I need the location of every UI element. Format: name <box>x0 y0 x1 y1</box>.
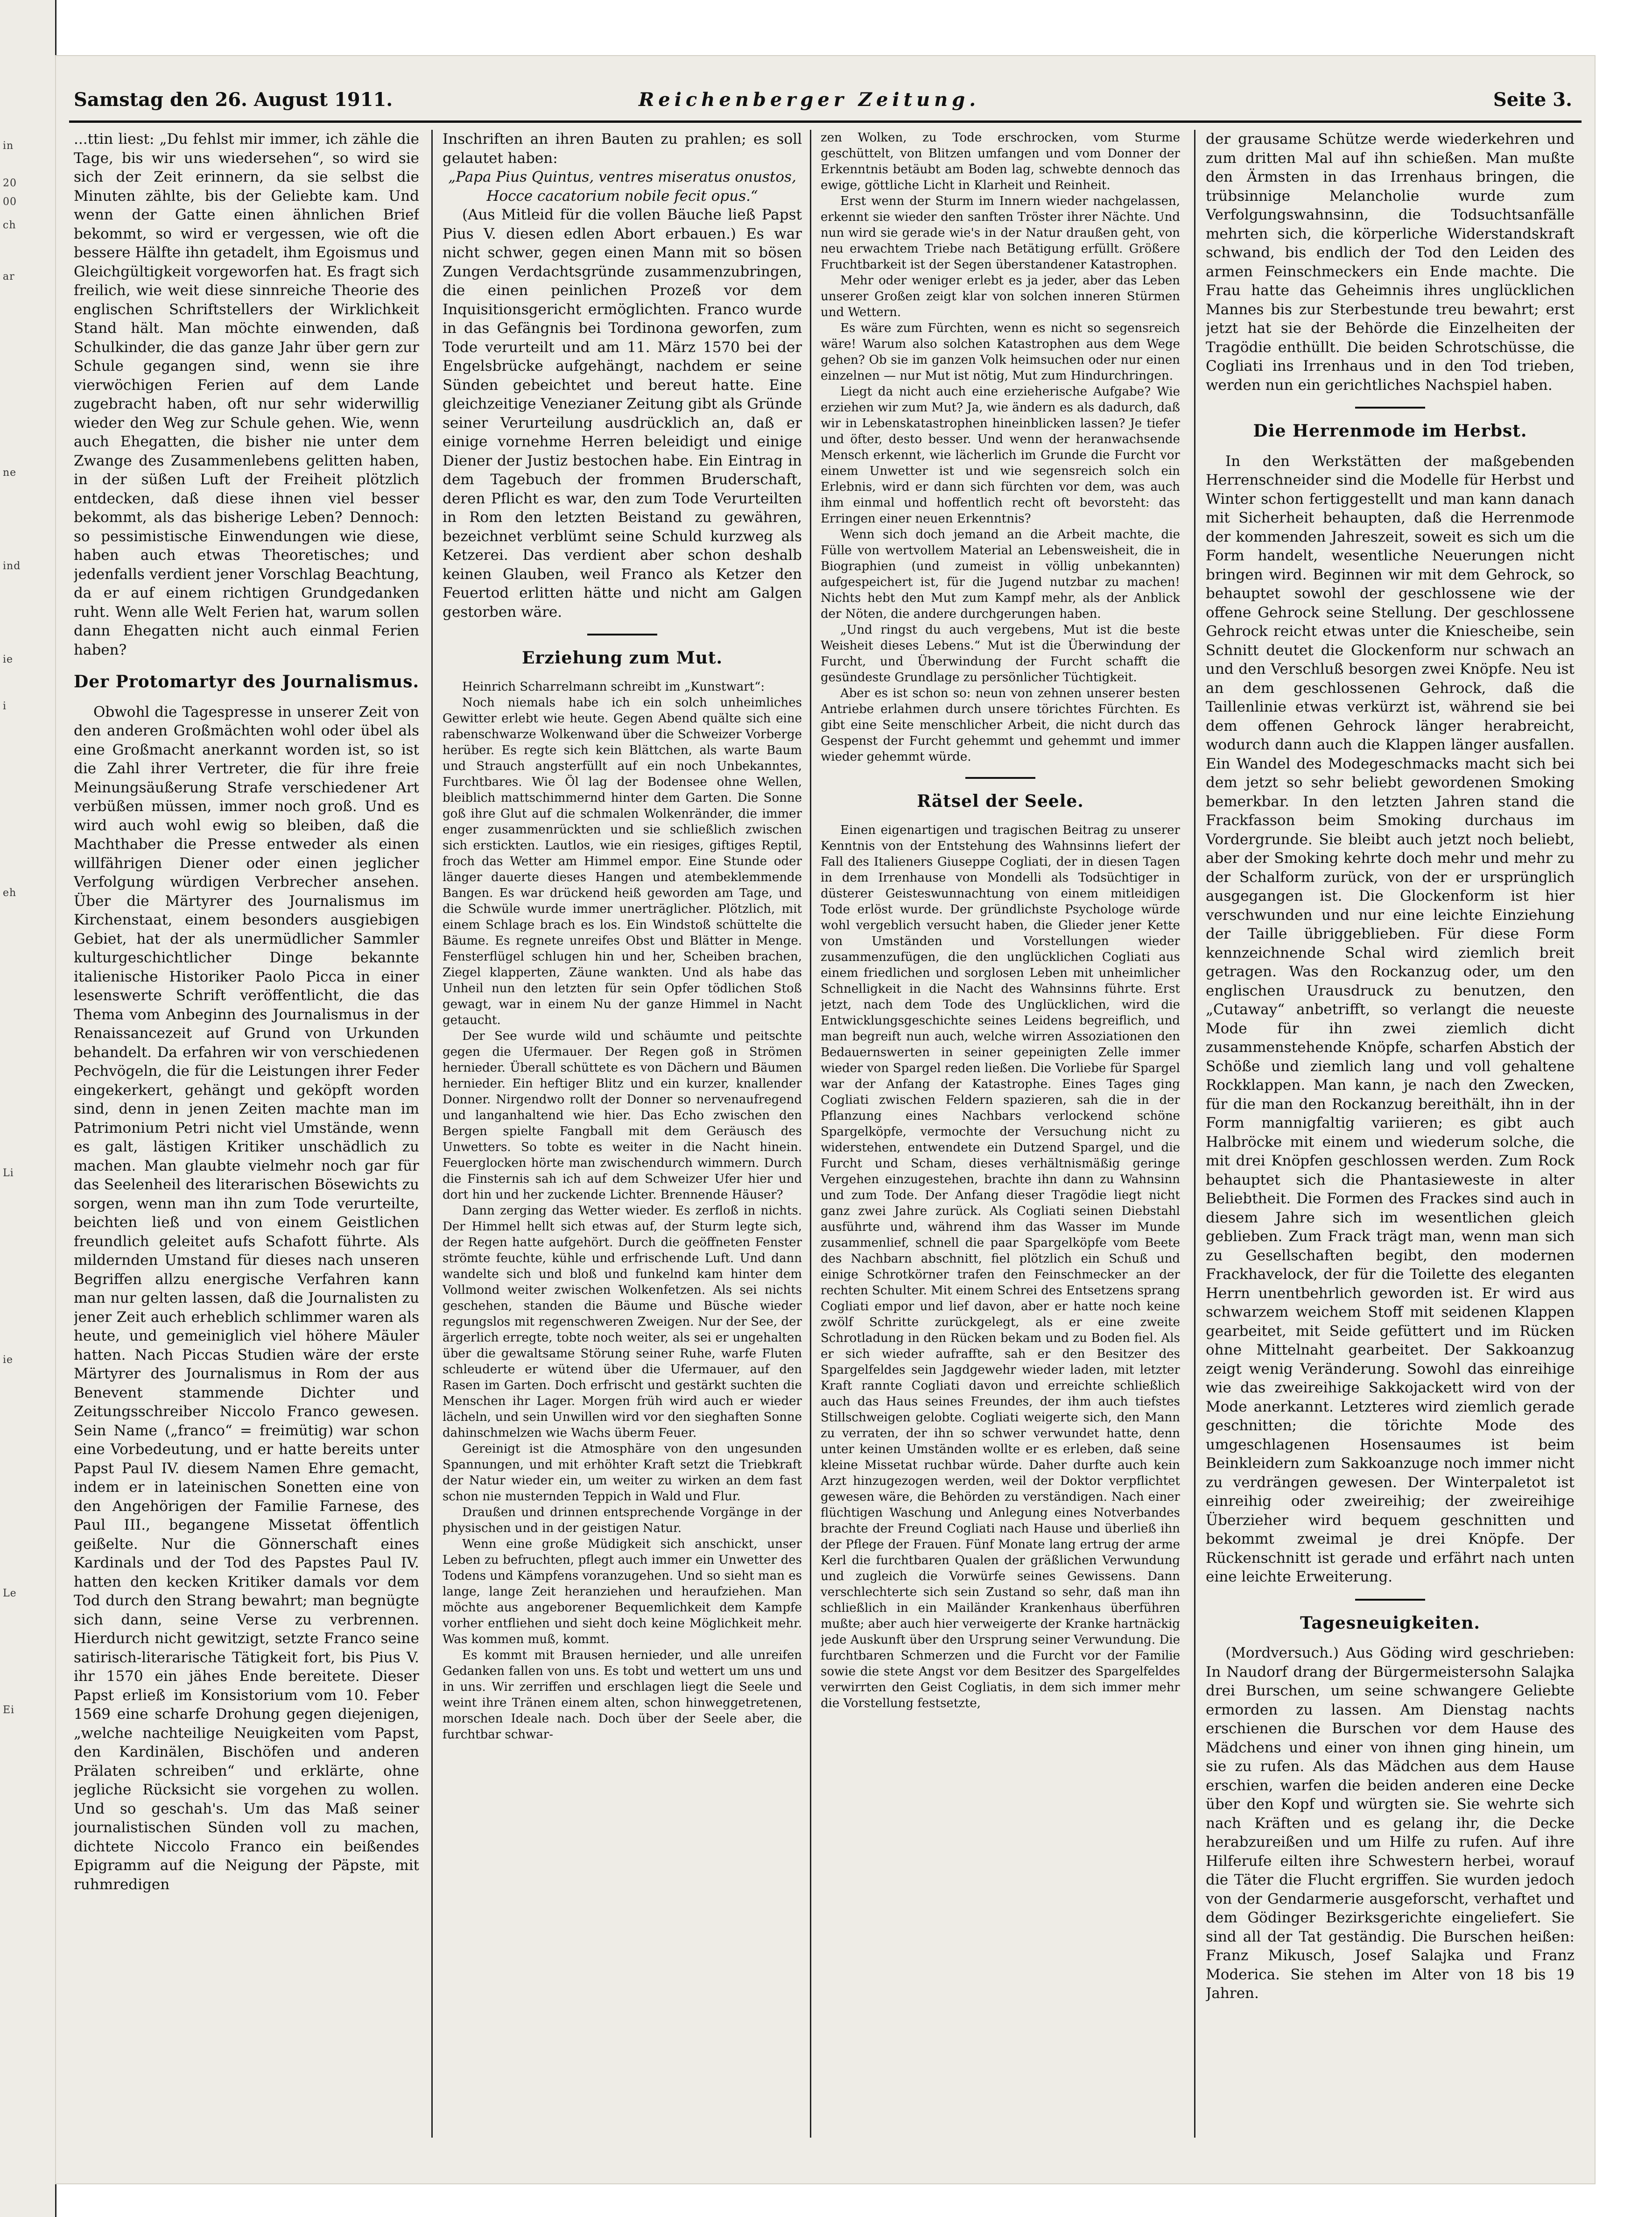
article-paragraph: Liegt da nicht auch eine erzieherische Aufgabe? Wie erziehen wir zum Mut? Ja, wie ändern es als dadurch, daß wir in Lebenskatastrophen hineinblicken lassen? Je tiefer und öfter, desto besser. Und wenn der heranwachsende Mensch erkennt, wie lächerlich im Grunde die Furcht vor einem Unwetter ist und wie segensreich solch ein Erlebnis, wird er dann sich fürchten vor dem, was auch ihm einmal und hoffentlich recht oft bevorsteht: das Erringen einer neuen Erkenntnis? <box>821 385 1180 526</box>
section-separator <box>965 777 1035 779</box>
column-divider <box>1194 130 1195 2138</box>
margin-fragment: Li <box>3 1167 14 1179</box>
article-paragraph: Aber es ist schon so: neun von zehnen unserer besten Antriebe erlahmen durch unsere törichtes Fürchten. Es gibt eine Seite menschlicher Arbeit, die nicht durch das Gespenst der Furcht gehemmt und gehemmt und immer wieder gehemmt würde. <box>821 686 1180 764</box>
article-heading: Erziehung zum Mut. <box>521 648 723 668</box>
column-1 <box>74 130 419 2142</box>
article-paragraph: Wenn eine große Müdigkeit sich anschickt, unser Leben zu befruchten, pflegt auch immer ein Unwetter des Todens und Kämpfens voranzugehen. Und so sieht man es lange, lange Zeit heranziehen und heraufziehen. Man möchte aus angeborener Bequemlichkeit dem Kampfe vorher entfliehen und sieht doch keine Möglichkeit mehr. Was kommen muß, kommt. <box>443 1537 802 1646</box>
news-item: (Mordversuch.) Aus Göding wird geschrieben: In Naudorf drang der Bürgermeistersohn Salajka drei Burschen, um seine schwangere Geliebte ermorden zu lassen. Am Dienstag nachts erschienen die Burschen vor dem Hause des Mädchens und einer von ihnen ging hinein, um sie zu rufen. Als das Mädchen aus dem Hause erschien, warfen die beiden anderen eine Decke über den Kopf und würgten sie. Sie wehrte sich nach Kräften und es gelang ihr, die Decke herabzureißen und um Hilfe zu rufen. Auf ihre Hilferufe eilten ihre Schwestern herbei, worauf die Täter die Flucht ergriffen. Sie wurden jedoch von der Gendarmerie ausgeforscht, verhaftet und dem Gödinger Bezirksgerichte eingeliefert. Sie sind all der Tat geständig. Die Burschen heißen: Franz Mikusch, Josef Salajka und Franz Moderica. Sie stehen im Alter von 18 bis 19 Jahren. <box>1206 1645 1575 2002</box>
header-page-number: Seite 3. <box>1493 89 1572 111</box>
article-paragraph: Draußen und drinnen entsprechende Vorgänge in der physischen und in der geistigen Natur. <box>443 1505 802 1535</box>
article-paragraph: Wenn sich doch jemand an die Arbeit machte, die Fülle von wertvollem Material an Lebensweisheit, die in Biographien (und zumeist in völlig unbekannten) aufgespeichert ist, für die Jugend nutzbar zu machen! Nichts hebt den Mut zum Kampf mehr, als der Anblick der Nöten, die andere durchgerungen haben. <box>821 528 1180 621</box>
article-paragraph: zen Wolken, zu Tode erschrocken, vom Sturme geschüttelt, von Blitzen umfangen und vom Donner der Erkenntnis betäubt am Boden lag, schwebte dennoch das ewige, göttliche Licht in Klarheit und Reinheit. <box>821 131 1180 192</box>
article-paragraph: ...ttin liest: „Du fehlst mir immer, ich zähle die Tage, bis wir uns wiedersehen“, so wird sie sich der Zeit erinnern, da sie selbst die Minuten zählte, bis der Geliebte kam. Und wenn der Gatte einen ähnlichen Brief bekommt, so wird er vergessen, wie oft die bessere Hälfte ihn getadelt, ihm Egoismus und Gleichgültigkeit vorgeworfen hat. Es fragt sich freilich, wie weit diese sinnreiche Theorie des englischen Schriftstellers der Wirklichkeit Stand hält. Man möchte einwenden, daß Schulkinder, die das ganze Jahr über gern zur Schule gegangen sind, wenn sie ihre vierwöchigen Ferien auf dem Lande zugebracht haben, oft nur sehr widerwillig wieder den Weg zur Schule gehen. Wie, wenn auch Ehegatten, die bisher nie unter dem Zwange des Zusammenlebens gelitten haben, in der süßen Luft der Freiheit plötzlich entdecken, daß diese ihnen viel besser bekommt, als das bisherige Leben? Dennoch: so pessimistische Einwendungen wie diese, haben auch etwas Theoretisches; und jedenfalls verdient jener Vorschlag Beachtung, da er auf einem richtigen Grundgedanken ruht. Wenn alle Welt Ferien hat, warum sollen dann Ehegatten nicht auch einmal Ferien haben? <box>74 131 419 658</box>
article-paragraph: Der See wurde wild und schäumte und peitschte gegen die Ufermauer. Der Regen goß in Strömen hernieder. Überall schüttete es von Dächern und Bäumen hernieder. Ein heftiger Blitz und ein kurzer, knallender Donner. Nirgendwo rollt der Donner so nervenaufregend und langanhaltend wie hier. Das Echo zwischen den Bergen spielte Fangball mit dem Geräusch des Unwetters. So tobte es weiter in die Nacht hinein. Feuerglocken hörte man zwischendurch wimmern. Durch die Finsternis sah ich auf dem Schweizer Ufer hier und dort hin und her zuckende Lichter. Brennende Häuser? <box>443 1029 802 1202</box>
article-paragraph: der grausame Schütze werde wiederkehren und zum dritten Mal auf ihn schießen. Man mußte den Ärmsten in das Irrenhaus bringen, die trübsinnige Melancholie wurde zum Verfolgungswahnsinn, die Todsuchtsanfälle mehrten sich, die körperliche Widerstandskraft schwand, bis endlich der Tod den Leiden des armen Feinschmeckers ein Ende machte. Die Frau hatte das Geheimnis ihres unglücklichen Mannes bis zur Sterbestunde treu bewahrt; erst jetzt hat sie der Behörde die Einzelheiten der Tragödie enthüllt. Die beiden Schrotschüsse, die Cogliati ins Irrenhaus und in den Tod trieben, werden nun ein gerichtliches Nachspiel haben. <box>1206 131 1575 394</box>
header-date: Samstag den 26. August 1911. <box>74 89 393 111</box>
article-paragraph: Einen eigenartigen und tragischen Beitrag zu unserer Kenntnis von der Entstehung des Wahnsinns liefert der Fall des Italieners Giuseppe Cogliati, der in diesen Tagen in dem Irrenhause von Mondelli als Todsüchtiger in düsterer Geisteswunnachtung von einem mitleidigen Tode erlöst wurde. Der gründlichste Psychologe würde wohl vergeblich versucht haben, die Glieder jener Kette von Umständen und Vorstellungen wieder zusammenzufügen, die den unglücklichen Cogliati aus einem friedlichen und sorglosen Leben mit unheimlicher Schnelligkeit in die Nacht des Wahnsinns führte. Erst jetzt, nach dem Tode des Unglücklichen, wird die Entwicklungsgeschichte seines Leidens begreiflich, und man begreift nun auch, welche wirren Assoziationen den Bedauernswerten in seiner gepeinigten Zelle immer wieder von Spargel reden ließen. Die Vorliebe für Spargel war der Anfang der Katastrophe. Eines Tages ging Cogliati zwischen Feldern spazieren, sah die in der Pflanzung eines Nachbars verlockend schöne Spargelköpfe, vermochte der Versuchung nicht zu widerstehen, entwendete ein Dutzend Spargel, und die Furcht und Scham, dieses verhältnismäßig geringe Vergehen einzugestehen, brachte ihn dann zu Wahnsinn und zum Tode. Der Anfang dieser Tragödie liegt nicht ganz zwei Jahre zurück. Als Cogliati seinen Diebstahl ausführte und, während ihm das Wasser im Munde zusammenlief, schnell die paar Spargelköpfe vom Beete des Nachbarn abschnitt, fiel plötzlich ein Schuß und einige Schrotkörner trafen den Feinschmecker an der rechten Schulter. Mit einem Schrei des Entsetzens sprang Cogliati empor und lief davon, aber er hatte noch keine zwölf Schritte zurückgelegt, als er eine zweite Schrotladung in den Rücken bekam und zu Boden fiel. Als er sich wieder aufraffte, sah er den Besitzer des Spargelfeldes sein Jagdgewehr wieder laden, mit letzter Kraft rannte Cogliati davon und erreichte schließlich auch das Haus seines Freundes, der ihm auch tiefstes Stillschweigen gelobte. Cogliati weigerte sich, den Mann zu verraten, der ihn so schwer verwundet hatte, denn unter keinen Umständen wollte er es erleben, daß seine kleine Missetat ruchbar würde. Daher durfte auch kein Arzt hinzugezogen werden, weil der Doktor verpflichtet gewesen wäre, die Behörden zu verständigen. Nach einer flüchtigen Waschung und Anlegung eines Notverbandes brachte der Freund Cogliati nach Hause und überließ ihn der Pflege der Frauen. Fünf Monate lang ertrug der arme Kerl die furchtbaren Qualen der gräßlichen Verwundung und zugleich die Vorwürfe seines Gewissens. Dann verschlechterte sich sein Zustand so sehr, daß man ihn schließlich in ein Mailänder Krankenhaus überführen mußte; aber auch hier verweigerte der Kranke hartnäckig jede Auskunft über den Ursprung seiner Verwundung. Die furchtbaren Schmerzen und die Furcht vor der Familie sowie die stete Angst vor dem Besitzer des Spargelfeldes verwirrten den Geist Cogliatis, in dem sich immer mehr die Vorstellung festsetzte, <box>821 823 1180 1710</box>
article-heading: Der Protomartyr des Journalismus. <box>74 672 419 692</box>
newspaper-page <box>55 55 1596 2184</box>
margin-fragment: ch <box>3 219 16 231</box>
article-paragraph: Mehr oder weniger erlebt es ja jeder, aber das Leben unserer Großen zeigt klar von solchen inneren Stürmen und Wettern. <box>821 274 1180 319</box>
column-divider <box>431 130 433 2138</box>
latin-verse: „Papa Pius Quintus, ventres miseratus onustos, <box>448 169 796 185</box>
margin-fragment: ie <box>3 1354 14 1366</box>
article-paragraph: „Und ringst du auch vergebens, Mut ist die beste Weisheit dieses Lebens.“ Mut ist die Überwindung der Furcht, und Überwindung der Furcht schafft die gesündeste Grundlage zu persönlicher Tüchtigkeit. <box>821 623 1180 685</box>
article-paragraph: Noch niemals habe ich ein solch unheimliches Gewitter erlebt wie heute. Gegen Abend quälte sich eine rabenschwarze Wolkenwand über die Schweizer Vorberge herüber. Es regte sich kein Blättchen, als warte Baum und Strauch angsterfüllt auf ein noch Unbekanntes, Furchtbares. Wie Öl lag der Bodensee ohne Wellen, bleiblich mattschimmernd hinter dem Garten. Die Sonne goß ihre Glut auf die schmalen Wolkenränder, die immer enger zusammenrückten und sie schließlich zwischen sich erstickten. Lautlos, wie ein riesiges, giftiges Reptil, froch das Wetter am Himmel empor. Eine Stunde oder länger dauerte dieses Hangen und atembeklemmende Bangen. Es war drückend heiß geworden am Tage, und die Schwüle wurde immer unerträglicher. Plötzlich, mit einem Schlage brach es los. Ein Windstoß schüttelte die Bäume. Es regnete unreifes Obst und Blätter in Menge. Fensterflügel schlugen hin und her, Scheiben brachen, Ziegel klapperten, Zäune wankten. Und als habe das Unheil nun den letzten für sein Opfer tödlichen Stoß gewagt, war in einem Nu der ganze Himmel in Nacht getaucht. <box>443 695 802 1027</box>
article-paragraph: Erst wenn der Sturm im Innern wieder nachgelassen, erkennt sie wieder den sanften Tröster ihrer Nächte. Und nun wird sie gerade wie's in der Natur draußen geht, von neu erwachtem Triebe nach Betätigung erfüllt. Größere Fruchtbarkeit ist der Segen überstandener Katastrophen. <box>821 194 1180 272</box>
page-header <box>55 89 1596 117</box>
header-rule <box>69 120 1582 123</box>
column-4 <box>1206 130 1575 2142</box>
margin-fragment: ne <box>3 467 17 479</box>
section-separator <box>587 634 657 635</box>
section-separator <box>1355 1599 1425 1601</box>
margin-fragment: in <box>3 140 14 152</box>
margin-fragment: i <box>3 700 7 712</box>
article-paragraph: (Aus Mitleid für die vollen Bäuche ließ Papst Pius V. diesen edlen Abort erbauen.) Es war nicht schwer, gegen einen Mann mit so bösen Zungen Verdachtsgründe zusammenzubringen, die einen peinlichen Prozeß vor dem Inquisitionsgericht ermöglichten. Franco wurde in das Gefängnis bei Tordinona geworfen, zum Tode verurteilt und am 11. März 1570 bei der Engelsbrücke aufgehängt, nachdem er seine Sünden gebeichtet und bereut hatte. Eine gleichzeitige Venezianer Zeitung gibt als Gründe seiner Verurteilung ausdrücklich an, daß er einige vornehme Herren beleidigt und einige Diener der Justiz bestochen habe. Ein Eintrag in dem Tagebuch der frommen Bruderschaft, deren Pflicht es war, den zum Tode Verurteilten in Rom den letzten Beistand zu gewähren, bezeichnet verblümt seine Schuld kurzweg als Ketzerei. Das verdient aber schon deshalb keinen Glauben, weil Franco als Ketzer den Feuertod erlitten hätte und nicht am Galgen gestorben wäre. <box>443 206 802 621</box>
article-heading: Rätsel der Seele. <box>917 791 1084 811</box>
margin-fragment: Ei <box>3 1704 15 1716</box>
latin-verse: Hocce cacatorium nobile fecit opus.“ <box>486 187 758 205</box>
margin-fragment: eh <box>3 887 17 899</box>
article-paragraph: Obwohl die Tagespresse in unserer Zeit von den anderen Großmächten wohl oder übel als eine Großmacht anerkannt worden ist, so ist die Zahl ihrer Vertreter, die für ihre freie Meinungsäußerung Strafe verschiedener Art verbüßen müssen, immer noch groß. Und es wird auch wohl ewig so bleiben, daß die Machthaber die Presse entweder als einen willfährigen Diener oder einen jeglicher Verfolgung würdigen Verbrecher ansehen. Über die Märtyrer des Journalismus im Kirchenstaat, einem besonders ausgiebigen Gebiet, hat der als unermüdlicher Sammler kulturgeschichtlicher Dinge bekannte italienische Historiker Paolo Picca in einer lesenswerte Schrift veröffentlicht, die das Thema vom Anbeginn des Journalismus in der Renaissancezeit auf Grund von Urkunden behandelt. Da erfahren wir von verschiedenen Pechvögeln, die für die Leistungen ihrer Feder eingekerkert, gehängt und geköpft worden sind, denn in jenen Zeiten machte man im Patrimonium Petri nicht viel Umstände, wenn es galt, lästigen Kritiker unschädlich zu machen. Man glaubte vielmehr noch gar für das Seelenheil des literarischen Bösewichts zu sorgen, wenn man ihn zum Tode verurteilte, beichten ließ und von einem Geistlichen freundlich geleitet aufs Schafott führte. Als mildernden Umstand für dieses nach unseren Begriffen allzu energische Verfahren kann man nur gelten lassen, daß die Journalisten zu jener Zeit auch erheblich schlimmer waren als heute, und gemeiniglich viel höhere Mäuler hatten. Nach Piccas Studien wäre der erste Märtyrer des Journalismus in Rom der aus Benevent stammende Dichter und Zeitungsschreiber Niccolo Franco gewesen. Sein Name („franco“ = freimütig) war schon eine Vorbedeutung, und er hatte bereits unter Papst Paul IV. diesem Namen Ehre gemacht, indem er in lateinischen Sonetten eine von den Angehörigen der Familie Farnese, des Paul III., begangene Missetat öffentlich geißelte. Nur die Gönnerschaft eines Kardinals und der Tod des Papstes Paul IV. hatten den kecken Kritiker damals vor dem Tod durch den Strang bewahrt; man begnügte sich dann, seine Verse zu verbrennen. Hierdurch nicht gewitzigt, setzte Franco seine satirisch-literarische Tätigkeit fort, bis Pius V. ihr 1570 ein jähes Ende bereitete. Dieser Papst erließ im Konsistorium vom 10. Feber 1569 eine scharfe Drohung gegen diejenigen, „welche nachteilige Neuigkeiten vom Papst, den Kardinälen, Bischöfen und anderen Prälaten schreiben“ und erklärte, ohne jegliche Rücksicht sie vorgehen zu wollen. Und so geschah's. Um das Maß seiner journalistischen Sünden voll zu machen, dichtete Niccolo Franco ein beißendes Epigramm auf die Neigung der Päpste, mit ruhmredigen <box>74 703 419 1893</box>
margin-fragment: 20 <box>3 177 17 189</box>
column-3 <box>821 130 1180 2142</box>
article-paragraph: Heinrich Scharrelmann schreibt im „Kunstwart“: <box>462 679 765 694</box>
article-paragraph: Es wäre zum Fürchten, wenn es nicht so segensreich wäre! Warum also solchen Katastrophen aus dem Wege gehen? Ob sie im ganzen Volk heimsuchen oder nur einen einzelnen — nur Mut ist nötig, Mut zum Hindurchringen. <box>821 321 1180 383</box>
column-2 <box>443 130 802 2142</box>
left-margin-strip <box>0 0 56 2217</box>
margin-fragment: ind <box>3 560 21 572</box>
article-paragraph: Gereinigt ist die Atmosphäre von den ungesunden Spannungen, und mit erhöhter Kraft setzt die Triebkraft der Natur wieder ein, um weiter zu wirken an dem fast schon nie musternden Teppich in Wald und Flur. <box>443 1441 802 1504</box>
section-separator <box>1355 407 1425 409</box>
margin-fragment: ie <box>3 654 14 665</box>
section-heading: Tagesneuigkeiten. <box>1300 1613 1480 1633</box>
margin-fragment: 00 <box>3 196 17 208</box>
article-paragraph: Inschriften an ihren Bauten zu prahlen; es soll gelautet haben: <box>443 131 802 167</box>
margin-fragment: ar <box>3 271 15 282</box>
article-paragraph: In den Werkstätten der maßgebenden Herrenschneider sind die Modelle für Herbst und Winter schon fertiggestellt und man kann danach mit Sicherheit behaupten, daß die Herrenmode der kommenden Jahreszeit, soweit es sich um die Form handelt, wesentliche Neuerungen nicht bringen wird. Beginnen wir mit dem Gehrock, so behauptet sowohl der geschlossene wie der offene Gehrock seine Stellung. Der geschlossene Gehrock reicht etwas unter die Kniescheibe, sein Schnitt deutet die Glockenform nur schwach an und den Verschluß besorgen zwei Knöpfe. Neu ist an dem geschlossenen Gehrock, daß die Taillenlinie etwas verkürzt ist, während sie bei dem offenen Gehrock länger herabreicht, wodurch dann auch die Klappen länger ausfallen. Ein Wandel des Modegeschmacks macht sich bei dem jetzt so sehr beliebt gewordenen Smoking bemerkbar. In den letzten Jahren stand die Frackfasson beim Smoking durchaus im Vordergrunde. Sie bleibt auch jetzt noch beliebt, aber der Smoking kehrte doch mehr und mehr zu der Schalform zurück, von der er ursprünglich ausgegangen ist. Die Glockenform ist hier verschwunden und nur eine leichte Einziehung der Taille übriggeblieben. Für diese Form kennzeichnende Schal wird ziemlich breit getragen. Was den Rockanzug oder, um den englischen Urausdruck zu benutzen, den „Cutaway“ anbetrifft, so verlangt die neueste Mode für ihn zwei ziemlich dicht zusammenstehende Knöpfe, scharfen Abstich der Schöße und ziemlich lang und voll gehaltene Rockklappen. Man kann, je nach den Zwecken, für die man den Rockanzug bereithält, ihn in der Form mannigfaltig variieren; es gibt auch Halbröcke mit einem und wiederum solche, die mit drei Knöpfen geschlossen werden. Zum Rock behauptet sich die Phantasieweste in alter Beliebtheit. Die Formen des Frackes sind auch in diesem Jahre sich im wesentlichen gleich geblieben. Zum Frack trägt man, wenn man sich zu Gesellschaften begibt, den modernen Frackhavelock, der für die Toilette des eleganten Herrn unentbehrlich geworden ist. Er wird aus schwarzem weichem Stoff mit seidenen Klappen gearbeitet, mit Seide gefüttert und im Rücken ohne Mittelnaht gearbeitet. Der Sakkoanzug zeigt wenig Veränderung. Sowohl das einreihige wie das zweireihige Sakkojackett wird von der Mode anerkannt. Letzteres wird ziemlich gerade geschnitten; die törichte Mode des umgeschlagenen Hosensaumes ist beim Beinkleidern zum Sakkoanzuge noch immer nicht zu verdrängen gewesen. Der Winterpaletot ist einreihig oder zweireihig; der zweireihige Überzieher wird bequem geschnitten und bekommt zweimal je drei Knöpfe. Der Rückenschnitt ist gerade und erfährt nach unten eine leichte Erweiterung. <box>1206 452 1575 1585</box>
header-paper-title: Reichenberger Zeitung. <box>639 89 980 111</box>
article-paragraph: Dann zerging das Wetter wieder. Es zerfloß in nichts. Der Himmel hellt sich etwas auf, der Sturm legte sich, der Regen hatte aufgehört. Durch die geöffneten Fenster strömte feuchte, kühle und erfrischende Luft. Und dann wandelte sich und bloß und funkelnd kam hinter dem Vollmond weiter zwischen Wolkenfetzen. Als sei nichts geschehen, standen die Bäume und Büsche wieder regungslos mit regenschweren Zweigen. Nur der See, der ärgerlich erregte, tobte noch weiter, als sei er ungehalten über die gewaltsame Störung seiner Ruhe, warfe Fluten schleuderte er wütend über die Ufermauer, auf den Rasen im Garten. Doch erfrischt und gestärkt suchten die Menschen ihr Lager. Morgen früh wird auch er wieder lächeln, und sein Unwillen wird vor den sieghaften Sonne dahinschmelzen wie Wachs überm Feuer. <box>443 1203 802 1440</box>
column-divider <box>810 130 811 2138</box>
margin-fragment: Le <box>3 1588 17 1599</box>
article-heading: Die Herrenmode im Herbst. <box>1253 421 1527 441</box>
article-paragraph: Es kommt mit Brausen hernieder, und alle unreifen Gedanken fallen von uns. Es tobt und wettert um uns und in uns. Wir zerriffen und erschlagen liegt die Seele und weint ihre Tränen einem alten, schon hinweggetretenen, morschen Ideale nach. Doch über der Seele aber, die furchtbar schwar- <box>443 1648 802 1742</box>
